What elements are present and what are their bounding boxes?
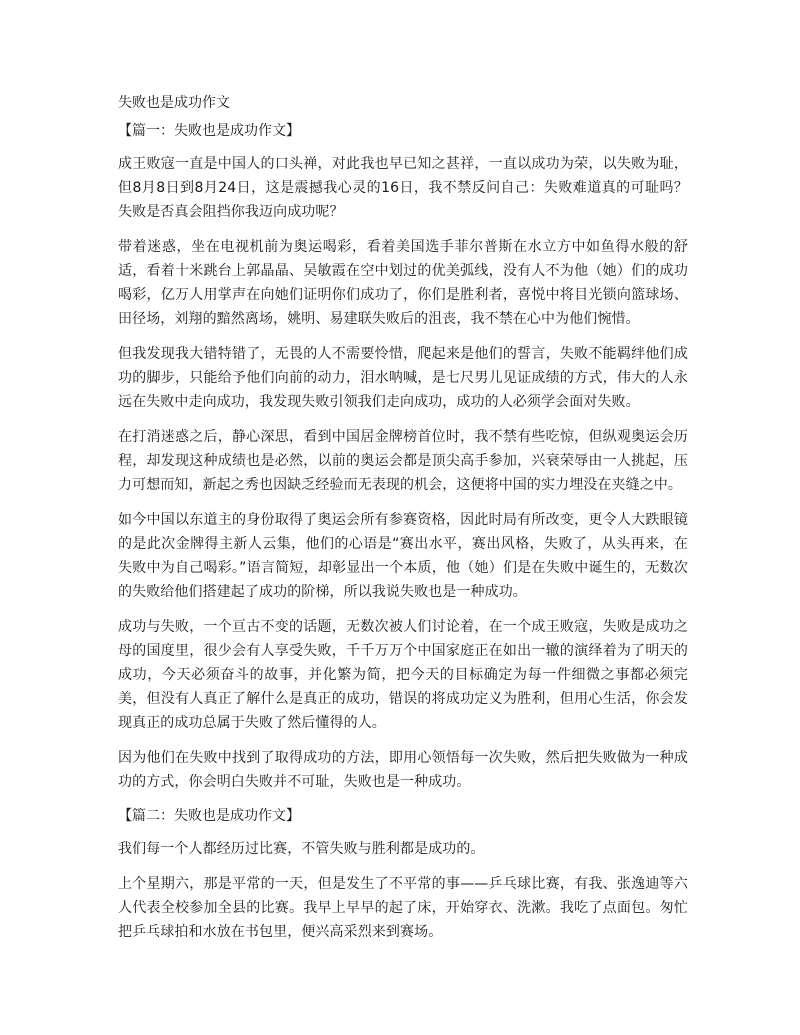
document-body [118,120,688,955]
section-heading: 【篇二：失败也是成功作文】 [118,808,300,824]
paragraph: 但我发现我大错特错了，无畏的人不需要怜惜，爬起来是他们的誓言，失败不能羁绊他们成功的脚步，只能给予他们向前的动力，泪水呐喊，是七尺男儿见证成绩的方式，伟大的人永远在失败中走向成功，我发现失败引领我们走向成功，成功的人必须学会面对失败。 [118,346,688,410]
document-title: 失败也是成功作文 [118,95,230,111]
paragraph: 如今中国以东道主的身份取得了奥运会所有参赛资格，因此时局有所改变，更令人大跌眼镜的是此次金牌得主新人云集，他们的心语是“赛出水平，赛出风格，失败了，从头再来，在失败中为自己喝彩。”语言简短，却彰显出一个本质，他（她）们是在失败中诞生的，无数次的失败给他们搭建起了成功的阶梯，所以我说失败也是一种成功。 [118,512,688,600]
paragraph: 成功与失败，一个亘古不变的话题，无数次被人们讨论着，在一个成王败寇，失败是成功之母的国度里，很少会有人享受失败，千千万万个中国家庭正在如出一辙的演绎着为了明天的成功，今天必须奋斗的故事，并化繁为简，把今天的目标确定为每一件细微之事都必须完美，但没有人真正了解什么是真正的成功，错误的将成功定义为胜利，但用心生活，你会发现真正的成功总属于失败了然后懂得的人。 [118,619,688,731]
paragraph: 带着迷惑，坐在电视机前为奥运喝彩，看着美国选手菲尔普斯在水立方中如鱼得水般的舒适，看着十米跳台上郭晶晶、吴敏霞在空中划过的优美弧线，没有人不为他（她）们的成功喝彩，亿万人用掌声在向她们证明你们成功了，你们是胜利者，喜悦中将目光锁向篮球场、田径场，刘翔的黯然离场，姚明、易建联失败后的沮丧，我不禁在心中为他们惋惜。 [118,239,688,327]
section-heading: 【篇一：失败也是成功作文】 [118,123,300,139]
paragraph: 成王败寇一直是中国人的口头禅，对此我也早已知之甚祥，一直以成功为荣，以失败为耻，但8月8日到8月24日，这是震撼我心灵的16日，我不禁反问自己：失败难道真的可耻吗？失败是否真会阻挡你我迈向成功呢？ [118,156,688,220]
paragraph: 因为他们在失败中找到了取得成功的方法，即用心领悟每一次失败，然后把失败做为一种成功的方式，你会明白失败并不可耻，失败也是一种成功。 [118,750,688,790]
paragraph: 我们每一个人都经历过比赛，不管失败与胜利都是成功的。 [118,841,485,857]
paragraph: 上个星期六，那是平常的一天，但是发生了不平常的事——乒乓球比赛，有我、张逸迪等六人代表全校参加全县的比赛。我早上早早的起了床，开始穿衣、洗漱。我吃了点面包。匆忙把乒乓球拍和水放在书包里，便兴高采烈来到赛场。 [118,876,688,940]
paragraph: 在打消迷惑之后，静心深思，看到中国居金牌榜首位时，我不禁有些吃惊，但纵观奥运会历程，却发现这种成绩也是必然，以前的奥运会都是顶尖高手参加，兴衰荣辱由一人挑起，压力可想而知，新起之秀也因缺乏经验而无表现的机会，这便将中国的实力埋没在夹缝之中。 [118,429,688,493]
